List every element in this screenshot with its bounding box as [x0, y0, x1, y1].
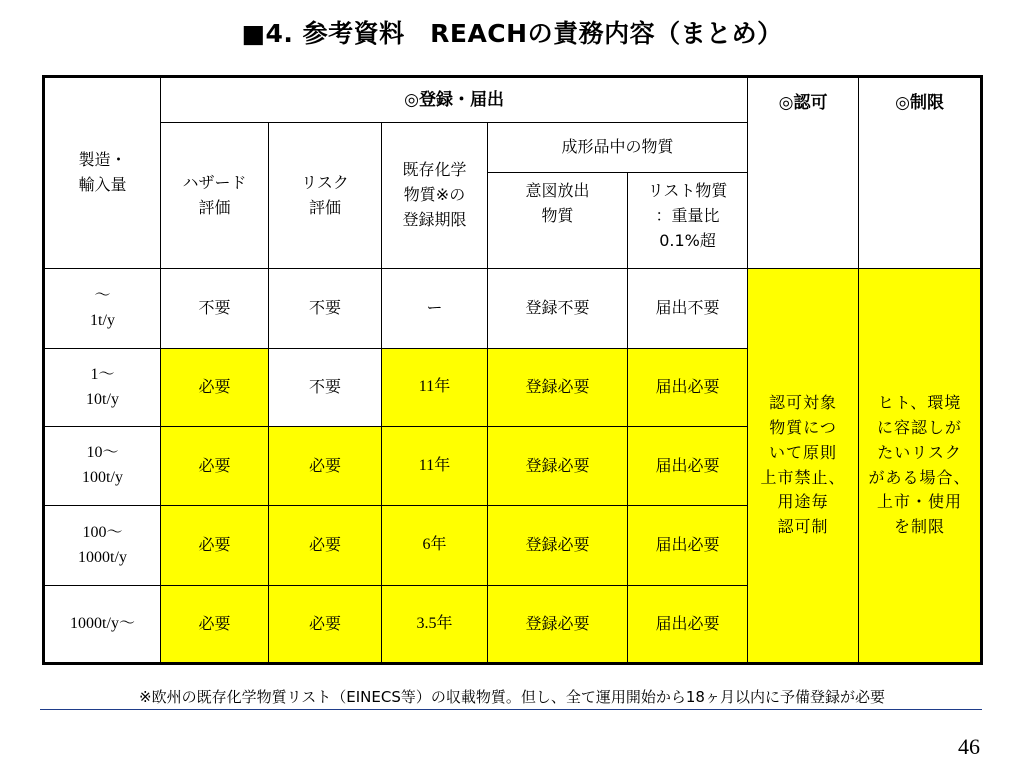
header-risk: リスク 評価 [269, 123, 382, 269]
header-listed-substance: リスト物質 ：重量比 0.1%超 [628, 173, 748, 269]
quantity-cell: 10～ 100t/y [44, 427, 161, 506]
listed-cell: 届出必要 [628, 506, 748, 586]
page-number: 46 [958, 734, 980, 759]
hazard-cell: 必要 [161, 586, 269, 664]
hazard-cell: 不要 [161, 269, 269, 349]
reach-obligations-table [42, 75, 983, 665]
risk-cell: 不要 [269, 269, 382, 349]
header-registration-group: ◎登録・届出 [161, 77, 748, 123]
quantity-cell: 100～ 1000t/y [44, 506, 161, 586]
deadline-cell: ー [382, 269, 488, 349]
risk-cell: 必要 [269, 586, 382, 664]
hazard-cell: 必要 [161, 427, 269, 506]
intended-cell: 登録必要 [488, 427, 628, 506]
header-article-group: 成形品中の物質 [488, 123, 748, 173]
quantity-cell: ～ 1t/y [44, 269, 161, 349]
header-restriction: ◎制限 [859, 77, 982, 269]
listed-cell: 届出必要 [628, 349, 748, 427]
authorization-cell: 認可対象 物質につ いて原則 上市禁止、 用途毎 認可制 [748, 269, 859, 664]
risk-cell: 必要 [269, 506, 382, 586]
slide-title: ■4. 参考資料 REACHの責務内容（まとめ） [241, 19, 783, 48]
header-row-1 [44, 77, 982, 123]
intended-cell: 登録必要 [488, 586, 628, 664]
risk-cell: 不要 [269, 349, 382, 427]
header-authorization: ◎認可 [748, 77, 859, 269]
footer-rule [40, 709, 982, 710]
listed-cell: 届出必要 [628, 586, 748, 664]
intended-cell: 登録必要 [488, 506, 628, 586]
quantity-cell: 1000t/y～ [44, 586, 161, 664]
restriction-cell: ヒト、環境 に容認しが たいリスク がある場合、 上市・使用 を制限 [859, 269, 982, 664]
deadline-cell: 11年 [382, 427, 488, 506]
listed-cell: 届出不要 [628, 269, 748, 349]
deadline-cell: 3.5年 [382, 586, 488, 664]
intended-cell: 登録必要 [488, 349, 628, 427]
header-intended-release: 意図放出 物質 [488, 173, 628, 269]
hazard-cell: 必要 [161, 506, 269, 586]
header-hazard: ハザード 評価 [161, 123, 269, 269]
footnote: ※欧州の既存化学物質リスト（EINECS等）の収載物質。但し、全て運用開始から18ヶ月以内に予備登録が必要 [139, 688, 885, 706]
intended-cell: 登録不要 [488, 269, 628, 349]
risk-cell: 必要 [269, 427, 382, 506]
deadline-cell: 6年 [382, 506, 488, 586]
table-row [44, 269, 982, 349]
header-quantity: 製造・ 輸入量 [44, 77, 161, 269]
listed-cell: 届出必要 [628, 427, 748, 506]
header-existing-deadline: 既存化学 物質※の 登録期限 [382, 123, 488, 269]
hazard-cell: 必要 [161, 349, 269, 427]
deadline-cell: 11年 [382, 349, 488, 427]
quantity-cell: 1～ 10t/y [44, 349, 161, 427]
